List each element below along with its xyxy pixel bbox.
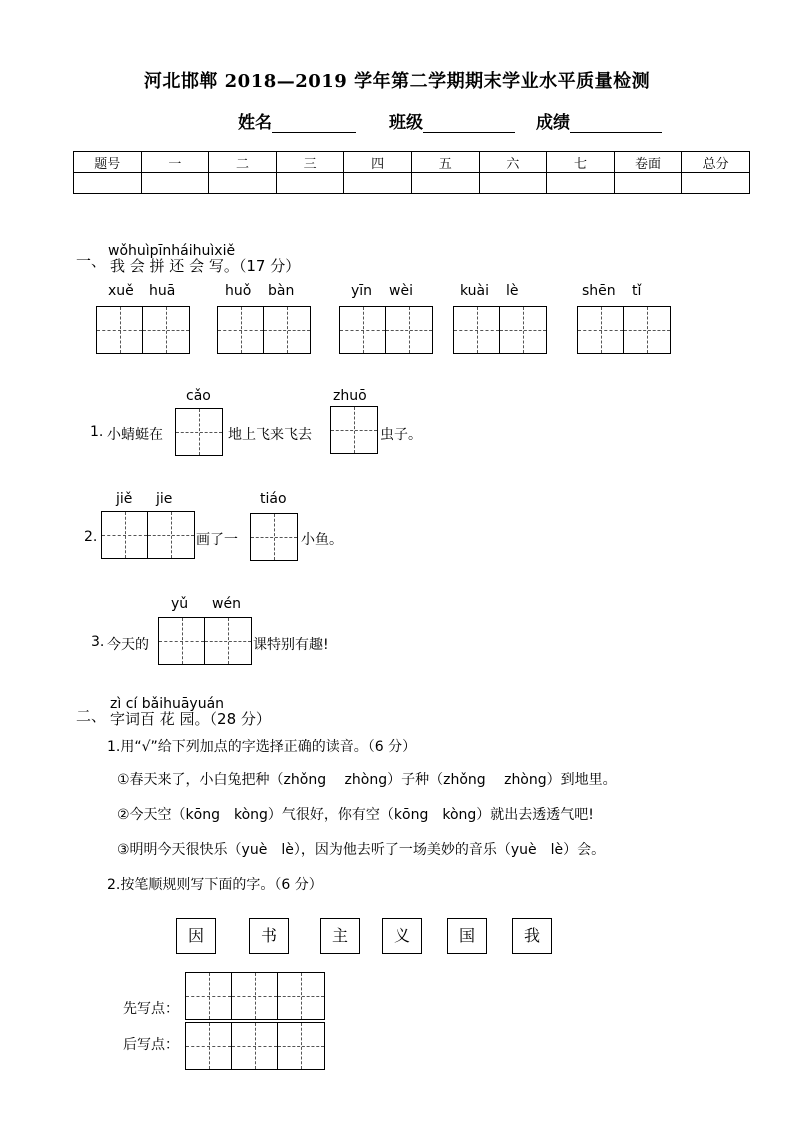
- char-box: 主: [320, 918, 360, 954]
- s1-number: 1.: [90, 424, 104, 440]
- q2-instruction: 2.按笔顺规则写下面的字。（6 分）: [107, 877, 323, 893]
- score-cell[interactable]: [141, 173, 209, 194]
- s3-writing-grid[interactable]: [158, 617, 252, 665]
- q1-line-2: ②今天空（kōng kòng）气很好，你有空（kōng kòng）就出去透透气吧!: [117, 807, 594, 823]
- name-blank[interactable]: [272, 115, 356, 133]
- char-box: 我: [512, 918, 552, 954]
- word5-pinyin-2: tǐ: [632, 283, 642, 299]
- score-label: 成绩: [536, 113, 570, 133]
- class-label: 班级: [389, 113, 423, 133]
- name-field[interactable]: [238, 108, 356, 133]
- s1-text-c: 虫子。: [380, 427, 422, 443]
- s1-pinyin-a: cǎo: [186, 388, 211, 404]
- word1-writing-grid[interactable]: [96, 306, 190, 354]
- s3-text-c: 课特别有趣!: [253, 637, 329, 653]
- word3-pinyin-1: yīn: [351, 283, 373, 299]
- s2-writing-grid-a[interactable]: [101, 511, 195, 559]
- section1-suffix: 。（17 分）: [223, 257, 301, 275]
- word2-pinyin-1: huǒ: [225, 283, 252, 299]
- q1-line-3: ③明明今天很快乐（yuè lè），因为他去听了一场美妙的音乐（yuè lè）会。: [117, 842, 606, 858]
- word5-pinyin-1: shēn: [582, 283, 616, 299]
- section1-title: [110, 255, 300, 276]
- score-header-cell: 题号: [74, 152, 142, 173]
- score-cell[interactable]: [479, 173, 547, 194]
- q1-line-1: ①春天来了，小白兔把种（zhǒng zhòng）子种（zhǒng zhòng）到地里。: [117, 772, 617, 788]
- score-field[interactable]: [536, 108, 662, 133]
- s1-text-a: 小蜻蜓在: [107, 427, 163, 443]
- section1-title-chars: 我 会 拼 还 会 写: [110, 257, 224, 275]
- word3-pinyin-2: wèi: [389, 283, 413, 299]
- s3-pinyin-a2: wén: [212, 596, 241, 612]
- score-cell[interactable]: [411, 173, 479, 194]
- s1-text-b: 地上飞来飞去: [228, 427, 312, 443]
- word2-writing-grid[interactable]: [217, 306, 311, 354]
- page-title: 河北邯郸 2018—2019 学年第二学期期末学业水平质量检测: [143, 71, 651, 92]
- section2-title: [110, 708, 271, 729]
- class-blank[interactable]: [423, 115, 515, 133]
- score-header-cell: 五: [411, 152, 479, 173]
- word3-writing-grid[interactable]: [339, 306, 433, 354]
- s2-number: 2.: [84, 529, 98, 545]
- section1-pinyin: wǒhuìpīnháihuìxiě: [108, 243, 236, 259]
- word4-pinyin-2: lè: [506, 283, 519, 299]
- last-dot-label: 后写点：: [123, 1037, 179, 1053]
- word1-pinyin-1: xuě: [108, 283, 134, 299]
- score-header-cell: 卷面: [614, 152, 682, 173]
- s2-pinyin-a1: jiě: [116, 491, 133, 507]
- score-cell[interactable]: [276, 173, 344, 194]
- score-cell[interactable]: [614, 173, 682, 194]
- score-header-cell: 七: [547, 152, 615, 173]
- score-header-cell: 二: [209, 152, 277, 173]
- first-dot-writing-grid[interactable]: [185, 972, 325, 1020]
- char-box: 因: [176, 918, 216, 954]
- word2-pinyin-2: bàn: [268, 283, 295, 299]
- s2-text-c: 小鱼。: [301, 532, 343, 548]
- s2-text-b: 画了一: [196, 532, 238, 548]
- score-table: [73, 151, 750, 194]
- s2-pinyin-a2: jie: [156, 491, 173, 507]
- class-field[interactable]: [389, 108, 515, 133]
- s2-writing-grid-b[interactable]: [250, 513, 298, 561]
- word5-writing-grid[interactable]: [577, 306, 671, 354]
- last-dot-writing-grid[interactable]: [185, 1022, 325, 1070]
- s1-writing-grid-b[interactable]: [330, 406, 378, 454]
- s2-pinyin-b: tiáo: [260, 491, 287, 507]
- score-cell[interactable]: [74, 173, 142, 194]
- score-table-header-row: [74, 152, 750, 173]
- score-header-cell: 一: [141, 152, 209, 173]
- q1-instruction: 1.用“√”给下列加点的字选择正确的读音。（6 分）: [107, 739, 417, 755]
- score-blank[interactable]: [570, 115, 662, 133]
- section2-title-chars: 字词百 花 园: [110, 710, 195, 728]
- score-header-cell: 六: [479, 152, 547, 173]
- char-box: 义: [382, 918, 422, 954]
- score-cell[interactable]: [344, 173, 412, 194]
- score-header-cell: 总分: [682, 152, 750, 173]
- char-box: 书: [249, 918, 289, 954]
- score-table-input-row[interactable]: [74, 173, 750, 194]
- score-header-cell: 三: [276, 152, 344, 173]
- char-box: 国: [447, 918, 487, 954]
- section2-pinyin: zì cí bǎihuāyuán: [110, 696, 225, 712]
- s1-pinyin-b: zhuō: [333, 388, 367, 404]
- score-cell[interactable]: [682, 173, 750, 194]
- score-header-cell: 四: [344, 152, 412, 173]
- s3-number: 3.: [91, 634, 105, 650]
- first-dot-label: 先写点：: [123, 1001, 179, 1017]
- score-cell[interactable]: [209, 173, 277, 194]
- s3-pinyin-a1: yǔ: [171, 596, 189, 612]
- s3-text-a: 今天的: [107, 637, 149, 653]
- name-label: 姓名: [238, 113, 272, 133]
- section2-number: 二、: [76, 707, 107, 725]
- section2-suffix: 。（28 分）: [194, 710, 271, 728]
- word4-writing-grid[interactable]: [453, 306, 547, 354]
- word1-pinyin-2: huā: [149, 283, 176, 299]
- section1-number: 一、: [76, 252, 107, 270]
- score-cell[interactable]: [547, 173, 615, 194]
- s1-writing-grid-a[interactable]: [175, 408, 223, 456]
- word4-pinyin-1: kuài: [460, 283, 490, 299]
